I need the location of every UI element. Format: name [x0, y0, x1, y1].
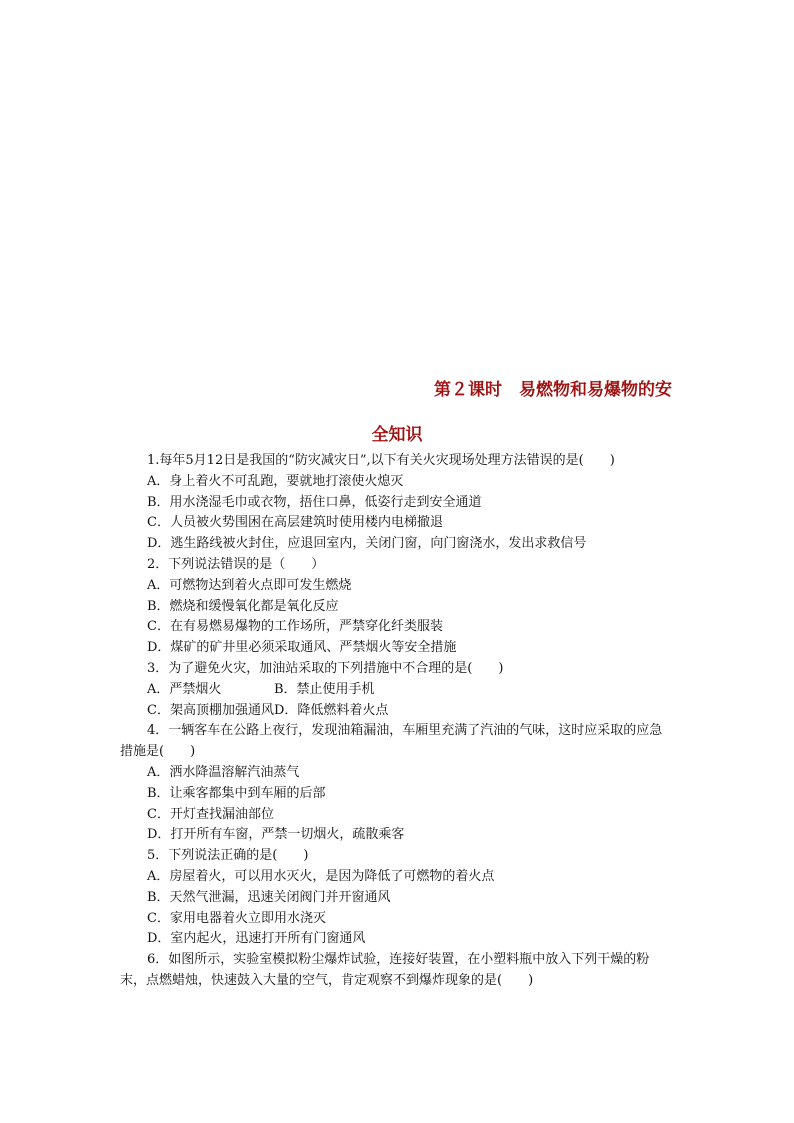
lesson-title-line-2: 全知识 — [371, 425, 423, 445]
question-3-options-row-2 — [120, 701, 675, 722]
question-2-option-a: A．可燃物达到着火点即可发生燃烧 — [147, 577, 352, 593]
question-5-option-c: C．家用电器着火立即用水浇灭 — [147, 910, 326, 926]
question-2-option-d: D．煤矿的矿井里必须采取通风、严禁烟火等安全措施 — [147, 640, 457, 656]
question-3-option-d: D．降低燃料着火点 — [274, 702, 389, 718]
question-4-option-c: C．开灯查找漏油部位 — [147, 806, 274, 822]
question-4-option-a: A．洒水降温溶解汽油蒸气 — [147, 764, 300, 780]
question-3-option-c: C．架高顶棚加强通风 — [147, 702, 274, 718]
question-1-option-b: B．用水浇湿毛巾或衣物，捂住口鼻，低姿行走到安全通道 — [147, 494, 482, 510]
question-4-stem: 4．一辆客车在公路上夜行，发现油箱漏油，车厢里充满了汽油的气味，这时应采取的应急措施是( ) — [120, 723, 663, 760]
question-3-options-row-1 — [120, 680, 675, 701]
question-5-option-b: B．天然气泄漏，迅速关闭阀门并开窗通风 — [147, 889, 391, 905]
question-1-option-a: A．身上着火不可乱跑，要就地打滚使火熄灭 — [147, 473, 404, 489]
question-5-option-d: D．室内起火，迅速打开所有门窗通风 — [147, 931, 366, 947]
question-4-option-b: B．让乘客都集中到车厢的后部 — [147, 785, 326, 801]
question-2-stem: 2．下列说法错误的是（ ） — [147, 556, 325, 572]
question-1-stem: 1.每年5月12日是我国的“防灾减灾日”,以下有关火灾现场处理方法错误的是( ) — [147, 453, 615, 468]
lesson-title-line-1: 第２课时 易燃物和易爆物的安 — [434, 380, 672, 400]
question-list — [120, 451, 675, 992]
question-2-option-c: C．在有易燃易爆物的工作场所，严禁穿化纤类服装 — [147, 619, 443, 635]
question-2-option-b: B．燃烧和缓慢氧化都是氧化反应 — [147, 598, 339, 614]
question-1-option-d: D．逃生路线被火封住，应退回室内，关闭门窗，向门窗浇水，发出求救信号 — [147, 536, 587, 552]
question-1-option-c: C．人员被火势围困在高层建筑时使用楼内电梯撤退 — [147, 515, 443, 531]
question-6-stem: 6．如图所示，实验室模拟粉尘爆炸试验，连接好装置，在小塑料瓶中放入下列干燥的粉末，点燃蜡烛，快速鼓入大量的空气，肯定观察不到爆炸现象的是( ) — [120, 952, 650, 988]
question-3-option-b: B．禁止使用手机 — [274, 681, 375, 697]
question-5-stem: 5．下列说法正确的是( ) — [147, 848, 309, 864]
question-3-stem: 3．为了避免火灾，加油站采取的下列措施中不合理的是( ) — [147, 660, 504, 676]
question-4-option-d: D．打开所有车窗，严禁一切烟火，疏散乘客 — [147, 827, 405, 843]
question-3-option-a: A．严禁烟火 — [147, 681, 222, 697]
question-5-option-a: A．房屋着火，可以用水灭火，是因为降低了可燃物的着火点 — [147, 868, 495, 884]
